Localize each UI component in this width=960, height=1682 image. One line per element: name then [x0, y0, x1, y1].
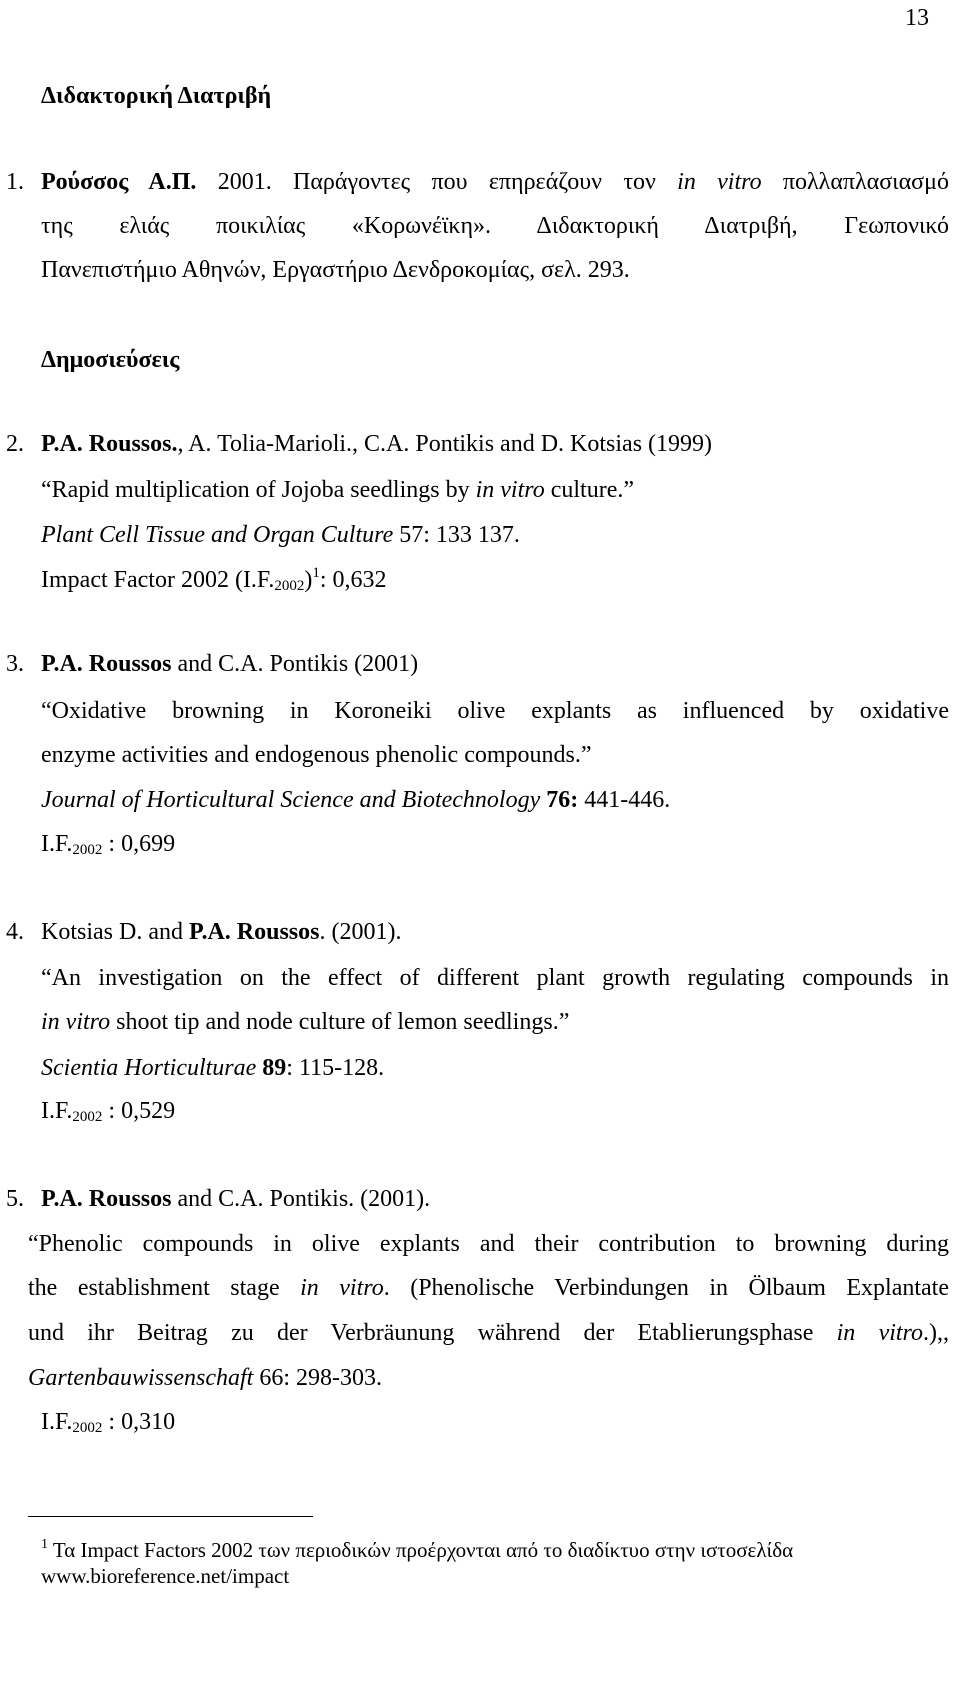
ref-3-authors: P.A. Roussos and C.A. Pontikis (2001) — [41, 651, 419, 677]
ref-2-journal-line: Plant Cell Tissue and Organ Culture 57: 133 137. — [41, 522, 520, 548]
ref-1-line-2: της ελιάς ποικιλίας «Κορωνέϊκη». Διδακτορική Διατριβή, Γεωπονικό — [41, 213, 949, 239]
ref-1-author: Ρούσσος Α.Π. — [41, 169, 197, 195]
ref-2-authors: P.A. Roussos., A. Tolia-Marioli., C.A. Pontikis and D. Kotsias (1999) — [41, 431, 713, 457]
ref-5-authors: P.A. Roussos and C.A. Pontikis. (2001). — [41, 1186, 431, 1212]
footnote-ref-mark: 1 — [312, 565, 320, 581]
footnote-url: www.bioreference.net/impact — [41, 1564, 290, 1588]
section-heading-thesis: Διδακτορική Διατριβή — [41, 83, 272, 109]
ref-3-impact-factor: $I.F._{2002}$ : 0,699 — [41, 831, 176, 858]
ref-5-line-1: “Phenolic compounds in olive explants and their contribution to browning during — [28, 1231, 949, 1257]
ref-5-line-3: und ihr Beitrag zu der Verbräunung während der Etablierungsphase in vitro.),, — [28, 1320, 950, 1346]
ref-2-title: “Rapid multiplication of Jojoba seedlings by in vitro culture.” — [41, 477, 635, 503]
ref-4-title-line-2: in vitro shoot tip and node culture of lemon seedlings.” — [41, 1009, 570, 1035]
ref-number-2: 2. — [6, 431, 24, 457]
ref-5-line-2: the establishment stage in vitro. (Phenolische Verbindungen in Ölbaum Explantate — [28, 1275, 949, 1301]
ref-number-3: 3. — [6, 651, 24, 677]
ref-4-title-line-1: “An investigation on the effect of different plant growth regulating compounds in — [41, 965, 949, 991]
ref-2-impact-factor: Impact Factor 2002 $(I.F._{2002})^1$: 0,632 — [41, 565, 387, 594]
ref-4-authors: Kotsias D. and P.A. Roussos. (2001). — [41, 919, 402, 945]
ref-3-title-line-1: “Oxidative browning in Koroneiki olive explants as influenced by oxidative — [41, 698, 949, 724]
ref-1-line-3: Πανεπιστήμιο Αθηνών, Εργαστήριο Δενδροκομίας, σελ. 293. — [41, 257, 630, 283]
section-heading-publications: Δημοσιεύσεις — [41, 347, 180, 373]
ref-number-4: 4. — [6, 919, 24, 945]
ref-5-impact-factor: $I.F._{2002}$ : 0,310 — [41, 1409, 176, 1436]
page-number: 13 — [905, 5, 929, 31]
footnote-text: $^1$ Τα Impact Factors 2002 των περιοδικών προέρχονται από το διαδίκτυο στην ιστοσελίδα — [41, 1537, 794, 1562]
ref-4-impact-factor: $I.F._{2002}$ : 0,529 — [41, 1098, 176, 1125]
ref-3-journal-line: Journal of Horticultural Science and Biotechnology 76: 441-446. — [41, 787, 671, 813]
ref-number-5: 5. — [6, 1186, 24, 1212]
ref-number-1: 1. — [6, 169, 24, 195]
ref-5-journal-line: Gartenbauwissenschaft 66: 298-303. — [28, 1365, 382, 1391]
ref-4-journal-line: Scientia Horticulturae 89: 115-128. — [41, 1055, 385, 1081]
ref-3-title-line-2: enzyme activities and endogenous phenolic compounds.” — [41, 742, 592, 768]
footnote-separator — [28, 1516, 313, 1517]
ref-1-line-1: Ρούσσος Α.Π. 2001. Παράγοντες που επηρεάζουν τον in vitro πολλαπλασιασμό — [41, 169, 949, 195]
